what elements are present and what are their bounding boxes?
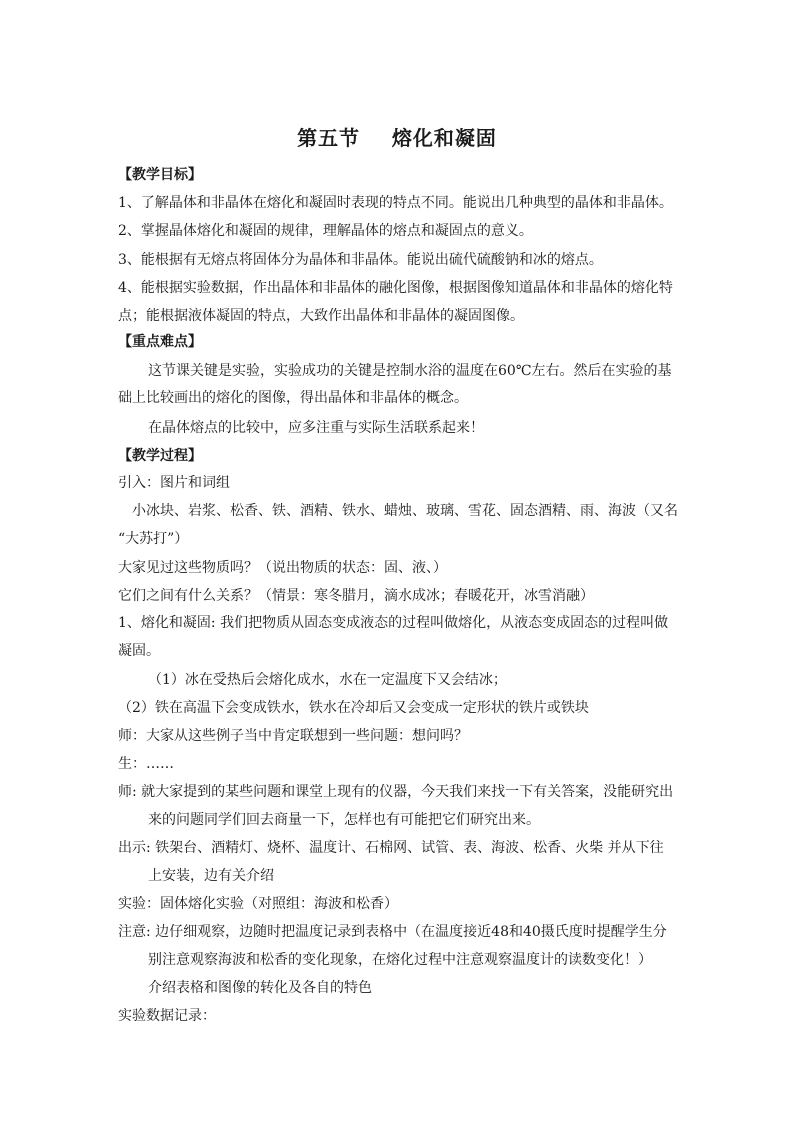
keypoints-heading: 【重点难点】 <box>118 334 202 350</box>
process-line: “大苏打”） <box>118 531 189 547</box>
process-line: 大家见过这些物质吗？（说出物质的状态：固、液、） <box>118 560 447 576</box>
process-heading: 【教学过程】 <box>118 448 202 464</box>
process-line: 出示: 铁架台、酒精灯、烧杯、温度计、石棉网、试管、表、海波、松香、火柴 并从下往 <box>118 840 664 856</box>
process-line: 1、熔化和凝固: 我们把物质从固态变成液态的过程叫做熔化，从液态变成固态的过程叫做 <box>118 615 669 631</box>
goal-item: 点；能根据液体凝固的特点，大致作出晶体和非晶体的凝固图像。 <box>118 308 524 324</box>
process-line: 介绍表格和图像的转化及各自的特色 <box>148 980 372 996</box>
process-line: 上安装，边有关介绍 <box>148 868 274 884</box>
process-line: （2）铁在高温下会变成铁水，铁水在冷却后又会变成一定形状的铁片或铁块 <box>118 700 589 716</box>
process-line: 引入：图片和词组 <box>118 475 230 491</box>
goal-item: 3、能根据有无熔点将固体分为晶体和非晶体。能说出硫代硫酸钠和冰的熔点。 <box>118 252 603 268</box>
keypoint-paragraph: 础上比较画出的熔化的图像，得出晶体和非晶体的概念。 <box>118 390 468 406</box>
process-line: 它们之间有什么关系？（情景：寒冬腊月，滴水成冰；春暖花开，冰雪消融） <box>118 588 594 604</box>
process-line: （1）冰在受热后会熔化成水，水在一定温度下又会结冰； <box>148 672 507 688</box>
process-line: 师：大家从这些例子当中肯定联想到一些问题：想问吗？ <box>118 728 468 744</box>
keypoint-paragraph: 在晶体熔点的比较中，应多注重与实际生活联系起来！ <box>148 420 484 436</box>
process-line: 小冰块、岩浆、松香、铁、酒精、铁水、蜡烛、玻璃、雪花、固态酒精、雨、海波（又名 <box>132 503 678 519</box>
goal-item: 4、能根据实验数据，作出晶体和非晶体的融化图像，根据图像知道晶体和非晶体的熔化特 <box>118 280 673 296</box>
process-line: 注意: 边仔细观察，边随时把温度记录到表格中（在温度接近48和40摄氏度时提醒学生分 <box>118 924 667 940</box>
page-title: 第五节 熔化和凝固 <box>297 126 497 150</box>
process-line: 凝固。 <box>118 643 160 659</box>
goal-item: 1、了解晶体和非晶体在熔化和凝固时表现的特点不同。能说出几种典型的晶体和非晶体。 <box>118 195 673 211</box>
process-line: 实验：固体熔化实验（对照组：海波和松香） <box>118 896 398 912</box>
process-line: 来的问题同学们回去商量一下，怎样也有可能把它们研究出来。 <box>148 812 540 828</box>
process-line: 师: 就大家提到的某些问题和课堂上现有的仪器，今天我们来找一下有关答案，没能研究出 <box>118 784 674 800</box>
goal-item: 2、掌握晶体熔化和凝固的规律，理解晶体的熔点和凝固点的意义。 <box>118 223 533 239</box>
process-line: 别注意观察海波和松香的变化现象，在熔化过程中注意观察温度计的读数变化！） <box>148 952 652 968</box>
goals-heading: 【教学目标】 <box>118 167 202 183</box>
process-line: 实验数据记录： <box>118 1008 216 1024</box>
process-line: 生：…… <box>118 756 174 772</box>
keypoint-paragraph: 这节课关键是实验，实验成功的关键是控制水浴的温度在60℃左右。然后在实验的基 <box>148 363 672 379</box>
